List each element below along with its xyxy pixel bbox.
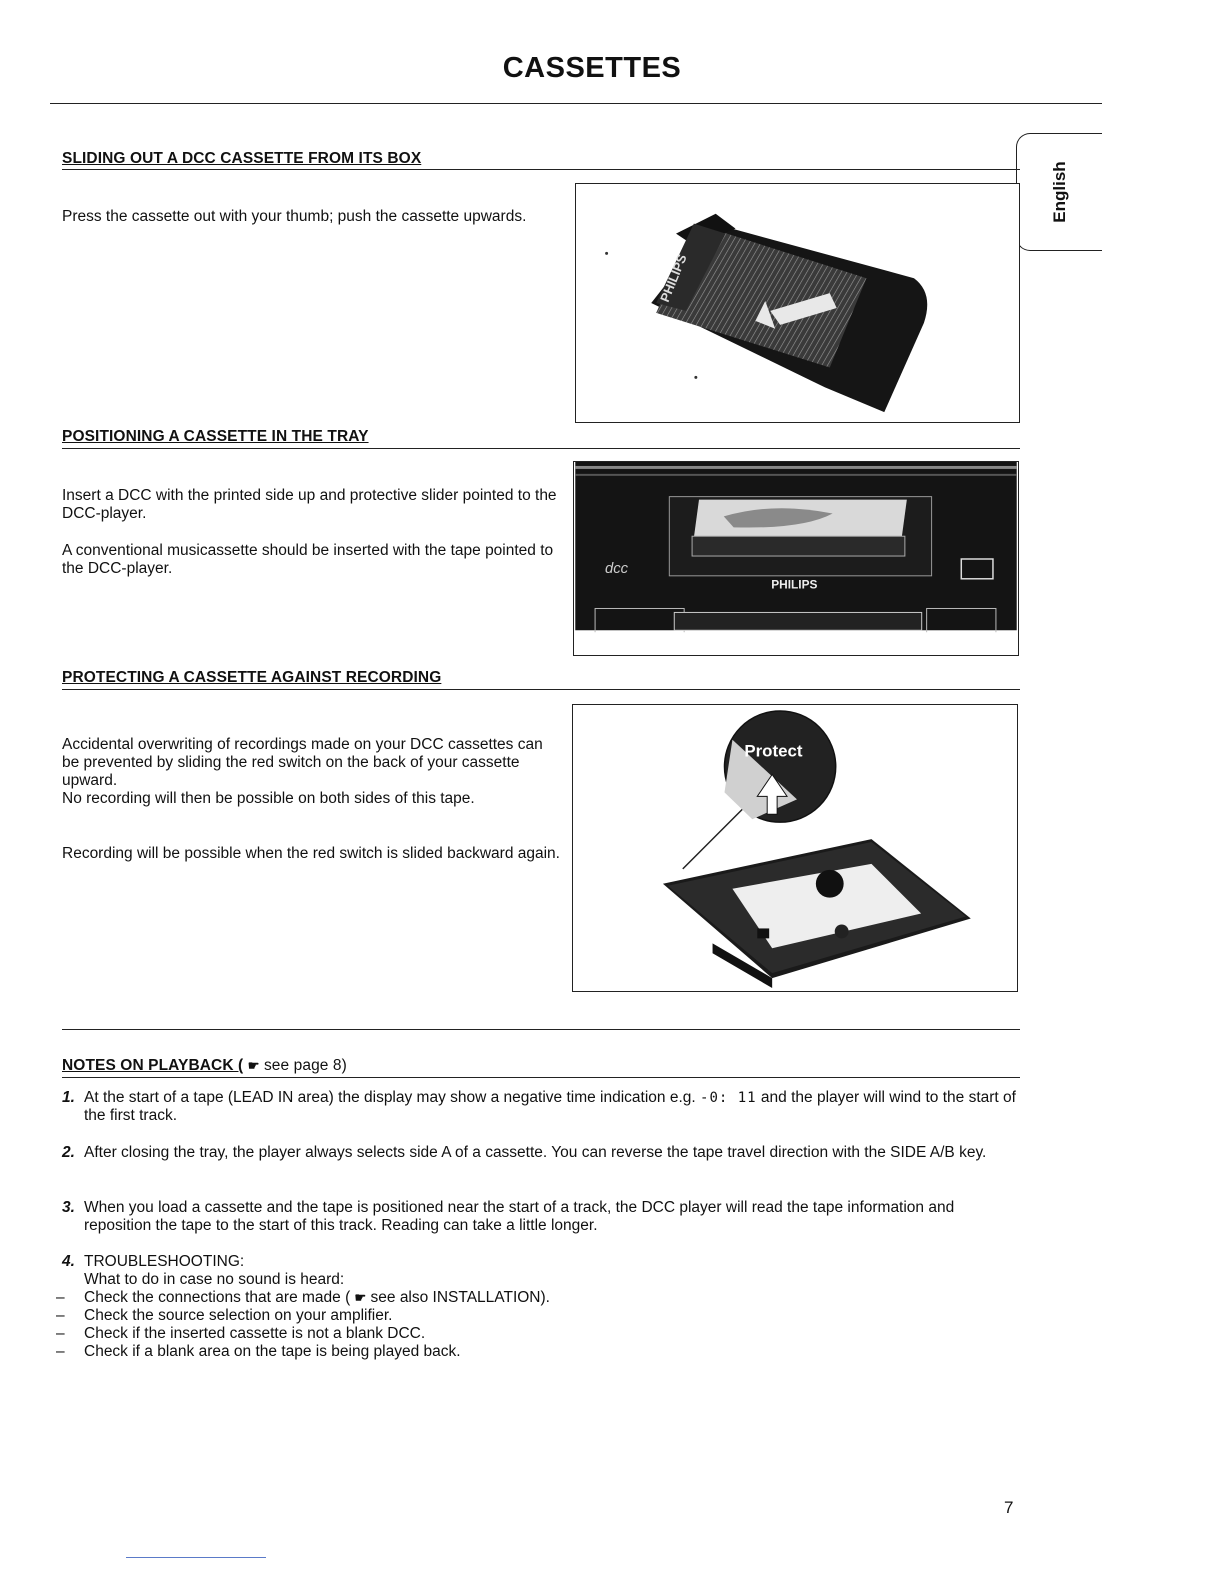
list-item [62,1144,1022,1184]
note-number: 1. [62,1089,75,1106]
note-number: 3. [62,1199,75,1216]
cassette-box-illustration [575,183,1020,423]
note-text [84,1089,1022,1125]
title-rule [50,103,1102,104]
check-item: – Check if the inserted cassette is not a blank DCC. [56,1325,426,1342]
check-text-part: see also INSTALLATION). [370,1289,550,1306]
dcc-player-tray-illustration [573,461,1019,656]
notes-title-ref: see page 8) [263,1057,347,1074]
section-rule [62,1077,1020,1078]
list-item [62,1089,1022,1129]
list-item [62,1199,1022,1239]
paragraph: Press the cassette out with your thumb; push the cassette upwards. [62,208,527,225]
note-number: 4. [62,1253,75,1270]
player-brand-text: PHILIPS [771,577,818,592]
check-item-text: Check the source selection on your amplifier. [84,1307,393,1324]
note-text [84,1253,1022,1289]
page-number: 7 [1004,1498,1014,1517]
check-item: – Check the connections that are made ( ☛ see also INSTALLATION). [56,1289,550,1306]
check-item: – Check if a blank area on the tape is being played back. [56,1343,461,1360]
notes-divider [62,1029,1020,1030]
paragraph: Insert a DCC with the printed side up and protective slider pointed to the DCC-player. [62,487,557,522]
section-rule [62,169,1020,170]
protect-callout-text: Protect [744,741,803,761]
pointing-hand-icon: ☛ [247,1058,260,1073]
section-rule [62,448,1020,449]
paragraph: A conventional musicassette should be inserted with the tape pointed to the DCC-player. [62,542,554,577]
section-title-sliding-out: SLIDING OUT A DCC CASSETTE FROM ITS BOX [62,150,422,167]
section-title-protecting: PROTECTING A CASSETTE AGAINST RECORDING [62,669,442,686]
check-item-text: Check if a blank area on the tape is being played back. [84,1343,461,1360]
note-text-part: At the start of a tape (LEAD IN area) the display may show a negative time indication e.g. [84,1089,696,1106]
section-body-sliding-out [62,208,572,245]
section-rule [62,689,1020,690]
note-number: 2. [62,1144,75,1161]
troubleshooting-subheading: What to do in case no sound is heard: [84,1271,345,1288]
check-text-part: Check the connections that are made ( [84,1289,351,1306]
section-title-positioning: POSITIONING A CASSETTE IN THE TRAY [62,428,369,445]
language-tab [1016,133,1102,251]
section-body-positioning [62,487,562,597]
dcc-logo-text: dcc [604,560,629,577]
paragraph: Accidental overwriting of recordings made on your DCC cassettes can be prevented by sliding the red switch on the back of your cassette upward. No recording will then be possible on both sides of this tape. [62,736,543,807]
list-item [56,1253,1022,1373]
paragraph: Recording will be possible when the red switch is slided backward again. [62,845,560,862]
note-text-part: and the player will wind to the start of the first track. [84,1089,1016,1124]
note-text: When you load a cassette and the tape is positioned near the start of a track, the DCC player will read the tape information and reposition the tape to the start of this track. Reading can take a little longer. [84,1199,955,1234]
notes-title [62,1057,347,1075]
check-item-text: Check if the inserted cassette is not a blank DCC. [84,1325,426,1342]
footer-line [126,1557,266,1558]
language-tab-label: English [1049,161,1069,223]
display-value: -0: 11 [700,1090,757,1106]
pointing-hand-icon: ☛ [354,1290,367,1305]
protect-switch-illustration [572,704,1018,992]
note-text: After closing the tray, the player always selects side A of a cassette. You can reverse the tape travel direction with the SIDE A/B key. [84,1144,987,1161]
page-title: CASSETTES [502,52,682,84]
section-body-protecting [62,718,562,900]
check-item-text [84,1289,550,1307]
check-list [56,1289,762,1361]
cassette-brand-text: PHILIPS [656,252,690,305]
check-item: – Check the source selection on your amplifier. [56,1307,393,1324]
troubleshooting-heading: TROUBLESHOOTING: [84,1253,245,1270]
notes-title-text: NOTES ON PLAYBACK ( [62,1057,244,1074]
